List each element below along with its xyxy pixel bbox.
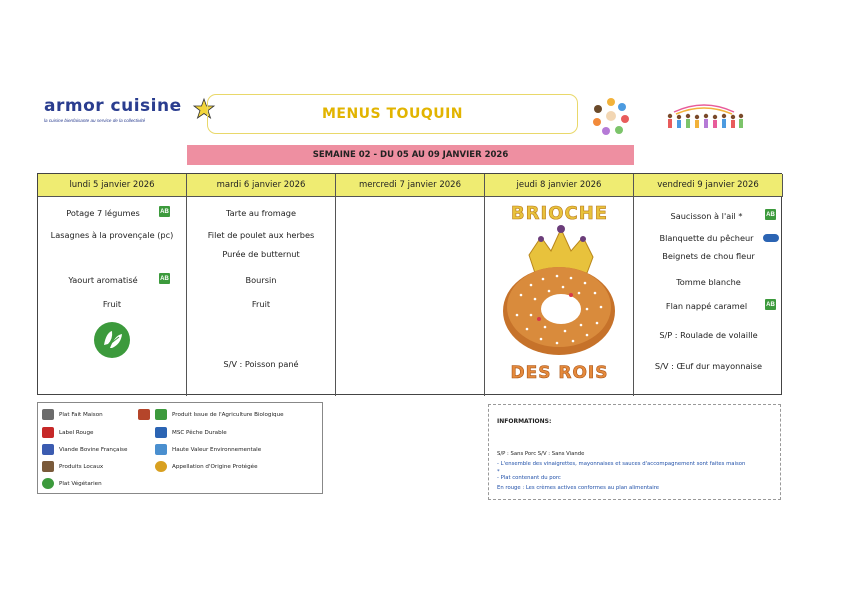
ab-bio-icon: AB [159,206,170,217]
day-header-tuesday: mardi 6 janvier 2026 [187,174,336,197]
legend-label: MSC Pêche Durable [172,429,227,436]
menu-dish: S/V : Œuf dur mayonnaise [654,361,763,371]
ab-bio-icon: AB [765,299,776,310]
menu-dish: Filet de poulet aux herbes [207,230,315,240]
brioche-illustration [491,199,628,389]
menu-title-box [207,94,578,134]
information-box [488,404,781,500]
msc-fish-icon [763,234,779,242]
menu-dish: Saucisson à l'ail * [670,211,743,221]
legend-item [42,461,103,472]
menu-dish: Tarte au fromage [226,208,296,218]
day-column-thursday [485,197,634,396]
legend-label: Plat Fait Maison [59,411,103,418]
legend-label: Haute Valeur Environnementale [172,446,262,453]
menu-dish: Beignets de chou fleur [662,251,755,261]
legend-item [42,427,93,438]
information-title: INFORMATIONS: [497,418,552,425]
week-banner [187,145,634,165]
menu-title: MENUS TOUQUIN [321,106,464,122]
ab-bio-icon: AB [765,209,776,220]
information-line: En rouge : Les crèmes actives conformes au plan alimentaire [497,485,660,491]
menu-dish: Lasagnes à la provençale (pc) [50,230,174,240]
day-column-wednesday [336,197,485,396]
legend-item [42,409,103,420]
menu-dish: Fruit [102,299,122,309]
house-icon [42,409,54,420]
legend-item [42,444,127,455]
label-rouge-icon [42,427,54,438]
menu-dish: Purée de butternut [222,249,300,259]
legend-item [42,478,102,489]
children-circle-illustration [590,96,632,136]
brand-tagline: la cuisine bienfaisante au service de la collectivité [44,118,146,123]
day-header-friday: vendredi 9 janvier 2026 [634,174,783,197]
day-column-monday [38,197,187,396]
legend-label: Produit Issue de l'Agriculture Biologique [172,411,284,418]
menu-dish: Flan nappé caramel [665,301,748,311]
week-label: SEMAINE 02 - DU 05 AU 09 JANVIER 2026 [312,150,509,160]
day-header-monday: lundi 5 janvier 2026 [38,174,187,197]
chef-dish-icon [138,409,150,420]
information-line: - Plat contenant du porc [497,475,561,481]
legend-box [37,402,323,494]
legend-item [155,461,258,472]
menu-dish: Fruit [251,299,271,309]
hve-icon [155,444,167,455]
day-column-friday [634,197,783,396]
vegetarian-leaf-icon [93,321,131,359]
french-beef-icon [42,444,54,455]
brand-logo [44,96,184,123]
children-row-illustration [662,102,746,132]
menu-dish: Yaourt aromatisé [68,275,138,285]
menu-dish: Blanquette du pêcheur [659,233,754,243]
day-header-thursday: jeudi 8 janvier 2026 [485,174,634,197]
menu-dish: S/P : Roulade de volaille [659,330,758,340]
brioche-title-bottom: DES ROIS [510,363,609,383]
menu-dish: S/V : Poisson pané [223,359,299,369]
vegetarian-icon [42,478,54,489]
legend-item [138,409,284,420]
ab-bio-icon: AB [159,273,170,284]
local-products-icon [42,461,54,472]
legend-label: Viande Bovine Française [59,446,128,453]
day-column-tuesday [187,197,336,396]
day-header-wednesday: mercredi 7 janvier 2026 [336,174,485,197]
information-line: S/P : Sans Porc S/V : Sans Viande [497,451,585,457]
legend-label: Label Rouge [59,429,94,436]
brioche-title-top: BRIOCHE [510,203,609,224]
legend-label: Produits Locaux [59,463,104,470]
information-line: - L'ensemble des vinaigrettes, mayonnaises et sauces d'accompagnement sont faites maison [497,461,746,467]
msc-icon [155,427,167,438]
menu-dish: Potage 7 légumes [66,208,140,218]
legend-label: Plat Végétarien [59,480,102,487]
legend-item [155,427,227,438]
legend-item [155,444,261,455]
menu-dish: Boursin [245,275,277,285]
information-line: * [497,469,500,475]
legend-label: Appellation d'Origine Protégée [172,463,258,470]
weekly-menu-table [37,173,782,395]
brioche-des-rois-image [491,199,628,389]
menu-dish: Tomme blanche [676,277,741,287]
ab-icon [155,409,167,420]
aop-icon [155,461,167,472]
brand-name: armor cuisine [44,96,182,116]
